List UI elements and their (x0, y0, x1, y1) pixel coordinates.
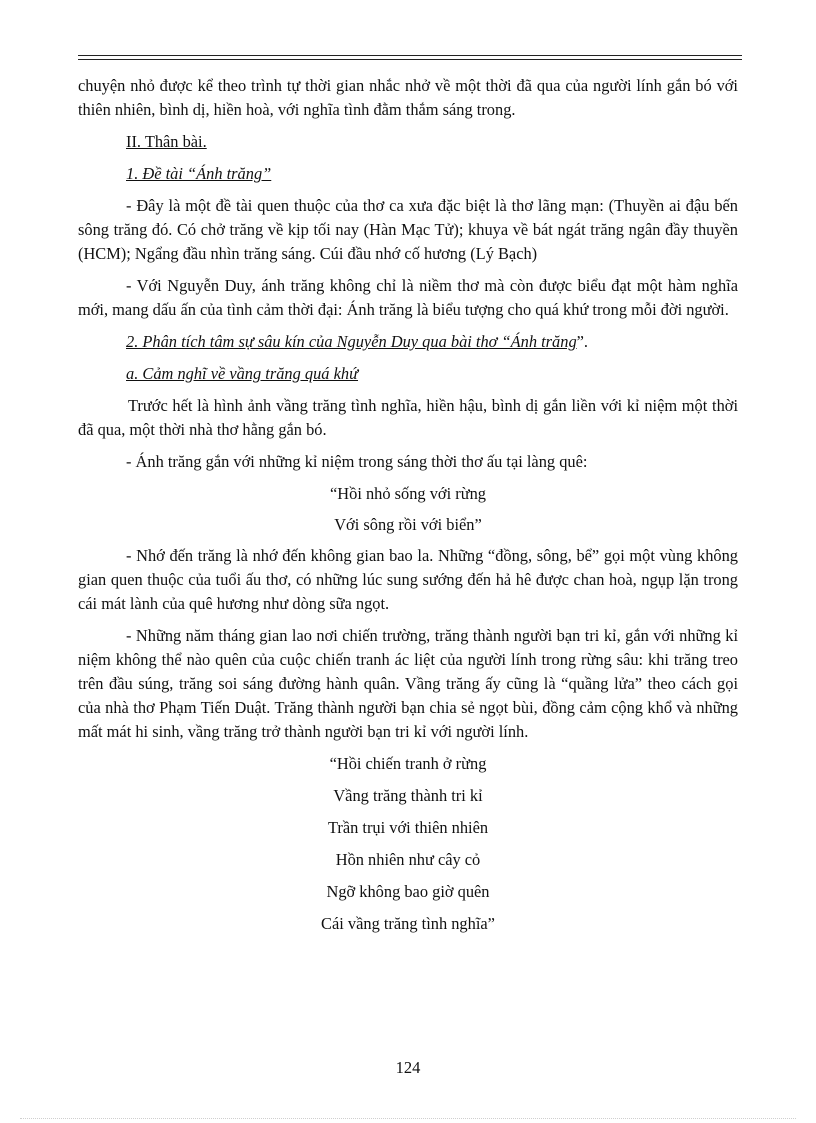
verse-line: “Hồi nhỏ sống với rừng (330, 484, 486, 503)
page-body (78, 74, 738, 944)
paragraph-nguyen-duy: - Với Nguyễn Duy, ánh trăng không chỉ là niềm thơ mà còn được biểu đạt một hàm nghĩa mới, mang dấu ấn của tình cảm thời đại: Ánh trăng là biểu tượng cho quá khứ trong mỗi đời người. (78, 276, 738, 319)
verse-war (78, 752, 738, 936)
section-heading: II. Thân bài. (126, 132, 207, 151)
paragraph-childhood: - Ánh trăng gắn với những kỉ niệm trong sáng thời thơ ấu tại làng quê: (126, 452, 588, 471)
verse-line: Cái vầng trăng tình nghĩa” (321, 914, 495, 933)
verse-line: Hồn nhiên như cây cỏ (335, 850, 481, 869)
intro-paragraph: chuyện nhỏ được kể theo trình tự thời gian nhắc nhở về một thời đã qua của người lính gắn bó với thiên nhiên, bình dị, hiền hoà, với nghĩa tình đằm thắm sáng trong. (78, 76, 738, 119)
verse-line: “Hồi chiến tranh ở rừng (329, 754, 487, 773)
verse-childhood (78, 482, 738, 537)
paragraph-war: - Những năm tháng gian lao nơi chiến trường, trăng thành người bạn tri kỉ, gắn với những kỉ niệm không thể nào quên của cuộc chiến tranh ác liệt của người lính trong rừng sâu: khi trăng treo trên đầu súng, trăng soi sáng đường hành quân. Vầng trăng ấy cũng là “quầng lửa” theo cách gọi của nhà thơ Phạm Tiến Duật. Trăng thành người bạn chia sẻ ngọt bùi, đồng cảm cộng khổ và những mất mát hi sinh, vầng trăng trở thành người bạn tri kỉ với người lính. (78, 626, 738, 741)
header-rule-top (78, 55, 742, 56)
verse-line: Trần trụi với thiên nhiên (327, 818, 489, 837)
verse-line: Với sông rồi với biển” (334, 515, 482, 534)
paragraph-past-moon: Trước hết là hình ảnh vầng trăng tình nghĩa, hiền hậu, bình dị gắn liền với kỉ niệm một thời đã qua, một thời nhà thơ hằng gắn bó. (78, 396, 738, 439)
header-rule-bottom (78, 59, 742, 60)
subsection-2-heading: 2. Phân tích tâm sự sâu kín của Nguyễn Duy qua bài thơ “Ánh trăng”. (126, 332, 589, 351)
footer-dotted-line (20, 1118, 796, 1119)
verse-line: Ngỡ không bao giờ quên (326, 882, 490, 901)
paragraph-space: - Nhớ đến trăng là nhớ đến không gian bao la. Những “đồng, sông, bể” gọi một vùng không gian quen thuộc của tuổi ấu thơ, có những lúc sung sướng đến hả hê được chan hoà, ngụp lặn trong cái mát lành của quê hương như dòng sữa ngọt. (78, 546, 738, 613)
subsection-1-heading: 1. Đề tài “Ánh trăng” (126, 164, 272, 183)
verse-line: Vầng trăng thành tri kỉ (333, 786, 483, 805)
subsection-a-heading: a. Cảm nghĩ về vầng trăng quá khứ (126, 364, 359, 383)
page-number: 124 (395, 1058, 421, 1077)
paragraph-theme-tradition: - Đây là một đề tài quen thuộc của thơ ca xưa đặc biệt là thơ lãng mạn: (Thuyền ai đậu bến sông trăng đó. Có chở trăng về kịp tối nay (Hàn Mạc Tử); khuya về bát ngát trăng ngân đầy thuyền (HCM); Ngẩng đầu nhìn trăng sáng. Cúi đầu nhớ cố hương (Lý Bạch) (78, 196, 738, 263)
